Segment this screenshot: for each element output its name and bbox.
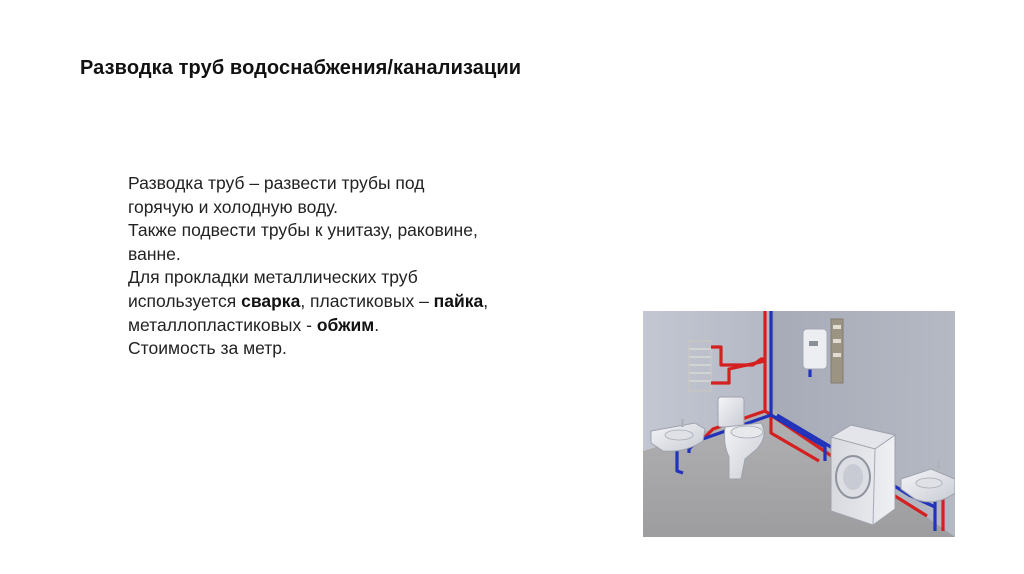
text-fragment: металлопластиковых - [128, 314, 317, 335]
body-text [128, 172, 588, 361]
paragraph-fixtures [128, 219, 588, 266]
plumbing-diagram-svg [643, 311, 955, 537]
washing-machine [831, 425, 895, 525]
paragraph-definition [128, 172, 588, 219]
keyword-soldering: пайка [433, 290, 484, 311]
wall-column [831, 319, 843, 383]
text-fragment: , [483, 290, 489, 311]
keyword-crimping: обжим [316, 314, 375, 335]
paragraph-methods [128, 266, 588, 337]
paragraph-cost: Стоимость за метр. [128, 338, 287, 359]
text-line: Разводка труб – развести трубы под [128, 173, 425, 193]
keyword-welding: сварка [241, 290, 301, 311]
text-fragment: . [374, 314, 380, 335]
slide-title: Разводка труб водоснабжения/канализации [80, 57, 522, 79]
plumbing-illustration [643, 311, 955, 537]
text-fragment: , пластиковых – [300, 290, 434, 311]
text-line: Для прокладки металлических труб [128, 267, 418, 288]
text-line: ванне. [128, 243, 181, 264]
water-heater [803, 329, 827, 369]
text-line: горячую и холодную воду. [128, 196, 339, 217]
text-line: Также подвести трубы к унитазу, раковине, [128, 220, 478, 241]
text-fragment: используется [128, 290, 242, 311]
